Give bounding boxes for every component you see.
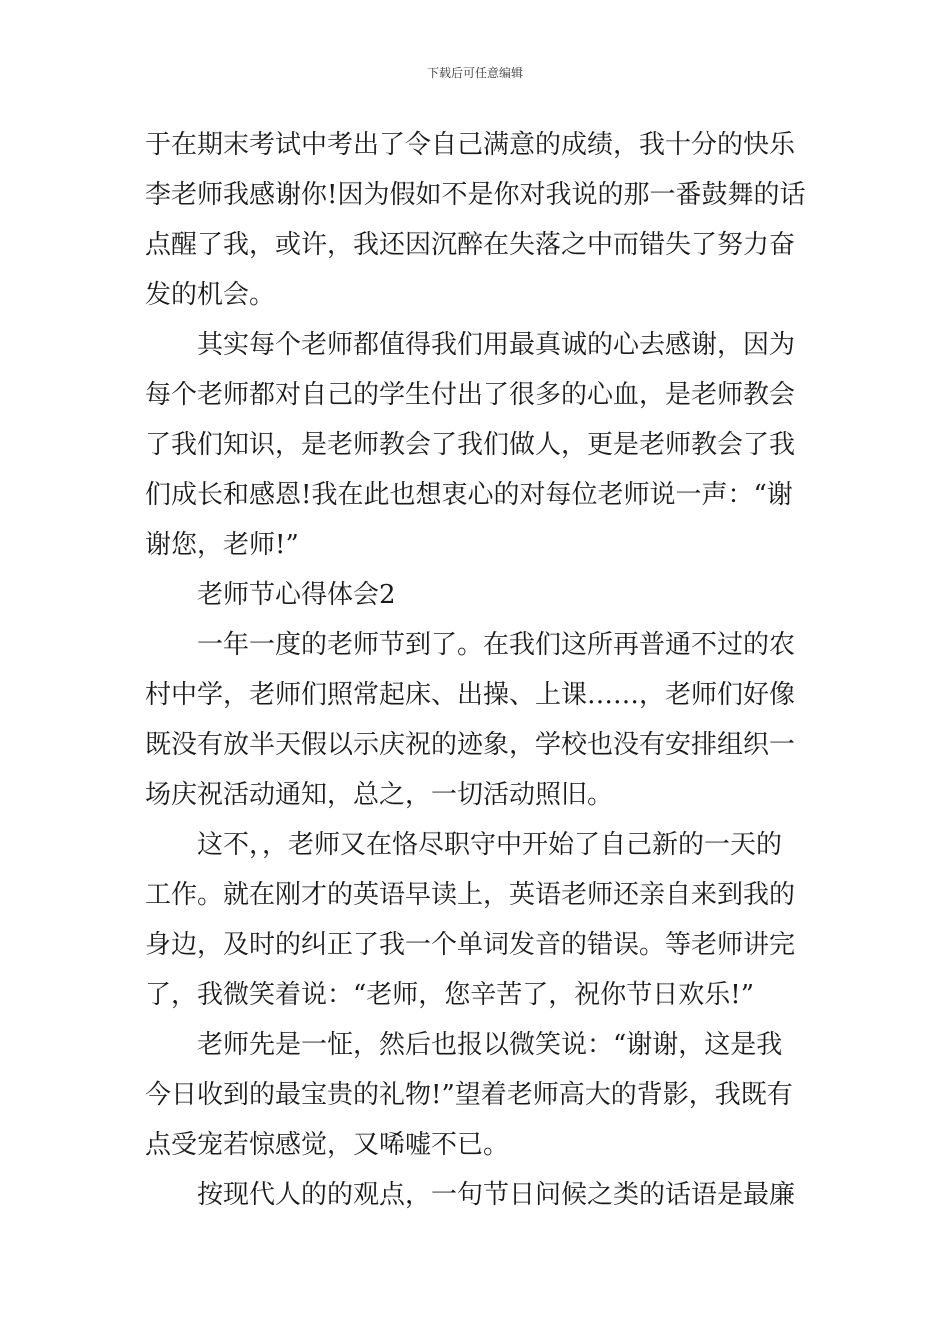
text-line: 老师先是一怔，然后也报以微笑说：“谢谢，这是我 (197, 1030, 783, 1060)
text-line: 今日收到的最宝贵的礼物!”望着老师高大的背影，我既有 (145, 1080, 793, 1110)
page-header: 下载后可任意编辑 (426, 66, 523, 80)
text-line: 谢您，老师!” (145, 530, 299, 560)
text-line: 这不，，老师又在恪尽职守中开始了自己新的一天的 (197, 830, 783, 860)
text-line: 工作。就在刚才的英语早读上，英语老师还亲自来到我的 (145, 880, 796, 910)
text-line: 发的机会。 (145, 280, 276, 310)
text-line: 其实每个老师都值得我们用最真诚的心去感谢，因为 (197, 330, 796, 360)
text-line: 既没有放半天假以示庆祝的迹象，学校也没有安排组织一 (145, 730, 796, 760)
text-line: 了我们知识，是老师教会了我们做人，更是老师教会了我 (145, 430, 796, 460)
text-line: 点醒了我，或许，我还因沉醉在失落之中而错失了努力奋 (145, 230, 796, 260)
text-line: 每个老师都对自己的学生付出了很多的心血，是老师教会 (145, 380, 796, 410)
text-line: 按现代人的的观点，一句节日问候之类的话语是最廉 (197, 1180, 796, 1210)
text-line: 点受宠若惊感觉，又唏嘘不已。 (145, 1130, 510, 1160)
text-line: 一年一度的老师节到了。在我们这所再普通不过的农 (197, 630, 796, 660)
text-line: 于在期末考试中考出了令自己满意的成绩，我十分的快乐 (145, 130, 796, 160)
text-line: 老师节心得体会2 (197, 580, 396, 610)
text-line: 李老师我感谢你!因为假如不是你对我说的那一番鼓舞的话 (145, 180, 805, 210)
text-line: 身边，及时的纠正了我一个单词发音的错误。等老师讲完 (145, 930, 796, 960)
text-line: 们成长和感恩!我在此也想衷心的对每位老师说一声：“谢 (145, 480, 793, 510)
text-line: 了，我微笑着说：“老师，您辛苦了，祝你节日欢乐!” (145, 980, 755, 1010)
text-line: 场庆祝活动通知，总之，一切活动照旧。 (145, 780, 614, 810)
text-line: 村中学，老师们照常起床、出操、上课……，老师们好像 (145, 680, 796, 710)
document-body (145, 120, 805, 1220)
